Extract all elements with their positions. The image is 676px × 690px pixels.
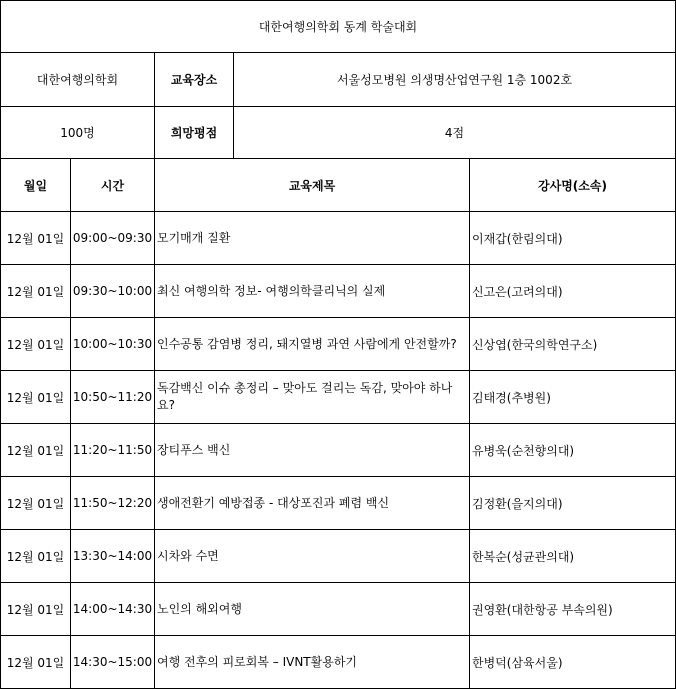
session-topic: 여행 전후의 피로회복 – IVNT활용하기 [155,636,470,689]
session-speaker: 이재갑(한림의대) [470,212,676,265]
session-time: 14:30~15:00 [71,636,155,689]
table-row [1,636,676,689]
table-row [1,212,676,265]
session-time: 10:00~10:30 [71,318,155,371]
table-row [1,583,676,636]
organizer: 대한여행의학회 [1,53,155,107]
session-speaker: 신상엽(한국의학연구소) [470,318,676,371]
session-date: 12월 01일 [1,636,71,689]
session-topic: 장티푸스 백신 [155,424,470,477]
rating-label: 희망평점 [155,107,234,159]
session-date: 12월 01일 [1,583,71,636]
session-topic: 시차와 수면 [155,530,470,583]
event-title: 대한여행의학회 동계 학술대회 [1,1,676,53]
session-date: 12월 01일 [1,265,71,318]
session-time: 09:30~10:00 [71,265,155,318]
column-header-row [1,159,676,212]
table-row [1,530,676,583]
session-date: 12월 01일 [1,477,71,530]
venue-label: 교육장소 [155,53,234,107]
session-speaker: 신고은(고려의대) [470,265,676,318]
session-date: 12월 01일 [1,424,71,477]
col-header-date: 월일 [1,159,71,212]
session-speaker: 한복순(성균관의대) [470,530,676,583]
session-speaker: 권영환(대한항공 부속의원) [470,583,676,636]
title-row [1,1,676,53]
table-row [1,477,676,530]
session-speaker: 한병덕(삼육서울) [470,636,676,689]
session-date: 12월 01일 [1,371,71,424]
session-speaker: 김태경(추병원) [470,371,676,424]
table-row [1,265,676,318]
table-row [1,318,676,371]
session-topic: 인수공통 감염병 정리, 돼지열병 과연 사람에게 안전할까? [155,318,470,371]
session-date: 12월 01일 [1,530,71,583]
session-time: 14:00~14:30 [71,583,155,636]
attendance-row [1,107,676,159]
session-speaker: 유병욱(순천향의대) [470,424,676,477]
session-topic: 최신 여행의학 정보- 여행의학클리닉의 실제 [155,265,470,318]
table-row [1,371,676,424]
venue-value: 서울성모병원 의생명산업연구원 1층 1002호 [234,53,676,107]
col-header-time: 시간 [71,159,155,212]
session-time: 09:00~09:30 [71,212,155,265]
session-time: 11:20~11:50 [71,424,155,477]
session-date: 12월 01일 [1,318,71,371]
session-speaker: 김정환(을지의대) [470,477,676,530]
session-time: 10:50~11:20 [71,371,155,424]
table-row [1,424,676,477]
session-date: 12월 01일 [1,212,71,265]
attendance-count: 100명 [1,107,155,159]
session-topic: 모기매개 질환 [155,212,470,265]
session-time: 13:30~14:00 [71,530,155,583]
session-topic: 생애전환기 예방접종 - 대상포진과 폐렴 백신 [155,477,470,530]
session-time: 11:50~12:20 [71,477,155,530]
venue-row [1,53,676,107]
col-header-speaker: 강사명(소속) [470,159,676,212]
rating-value: 4점 [234,107,676,159]
session-topic: 독감백신 이슈 총정리 – 맞아도 걸리는 독감, 맞아야 하나요? [155,371,470,424]
session-topic: 노인의 해외여행 [155,583,470,636]
col-header-topic: 교육제목 [155,159,470,212]
